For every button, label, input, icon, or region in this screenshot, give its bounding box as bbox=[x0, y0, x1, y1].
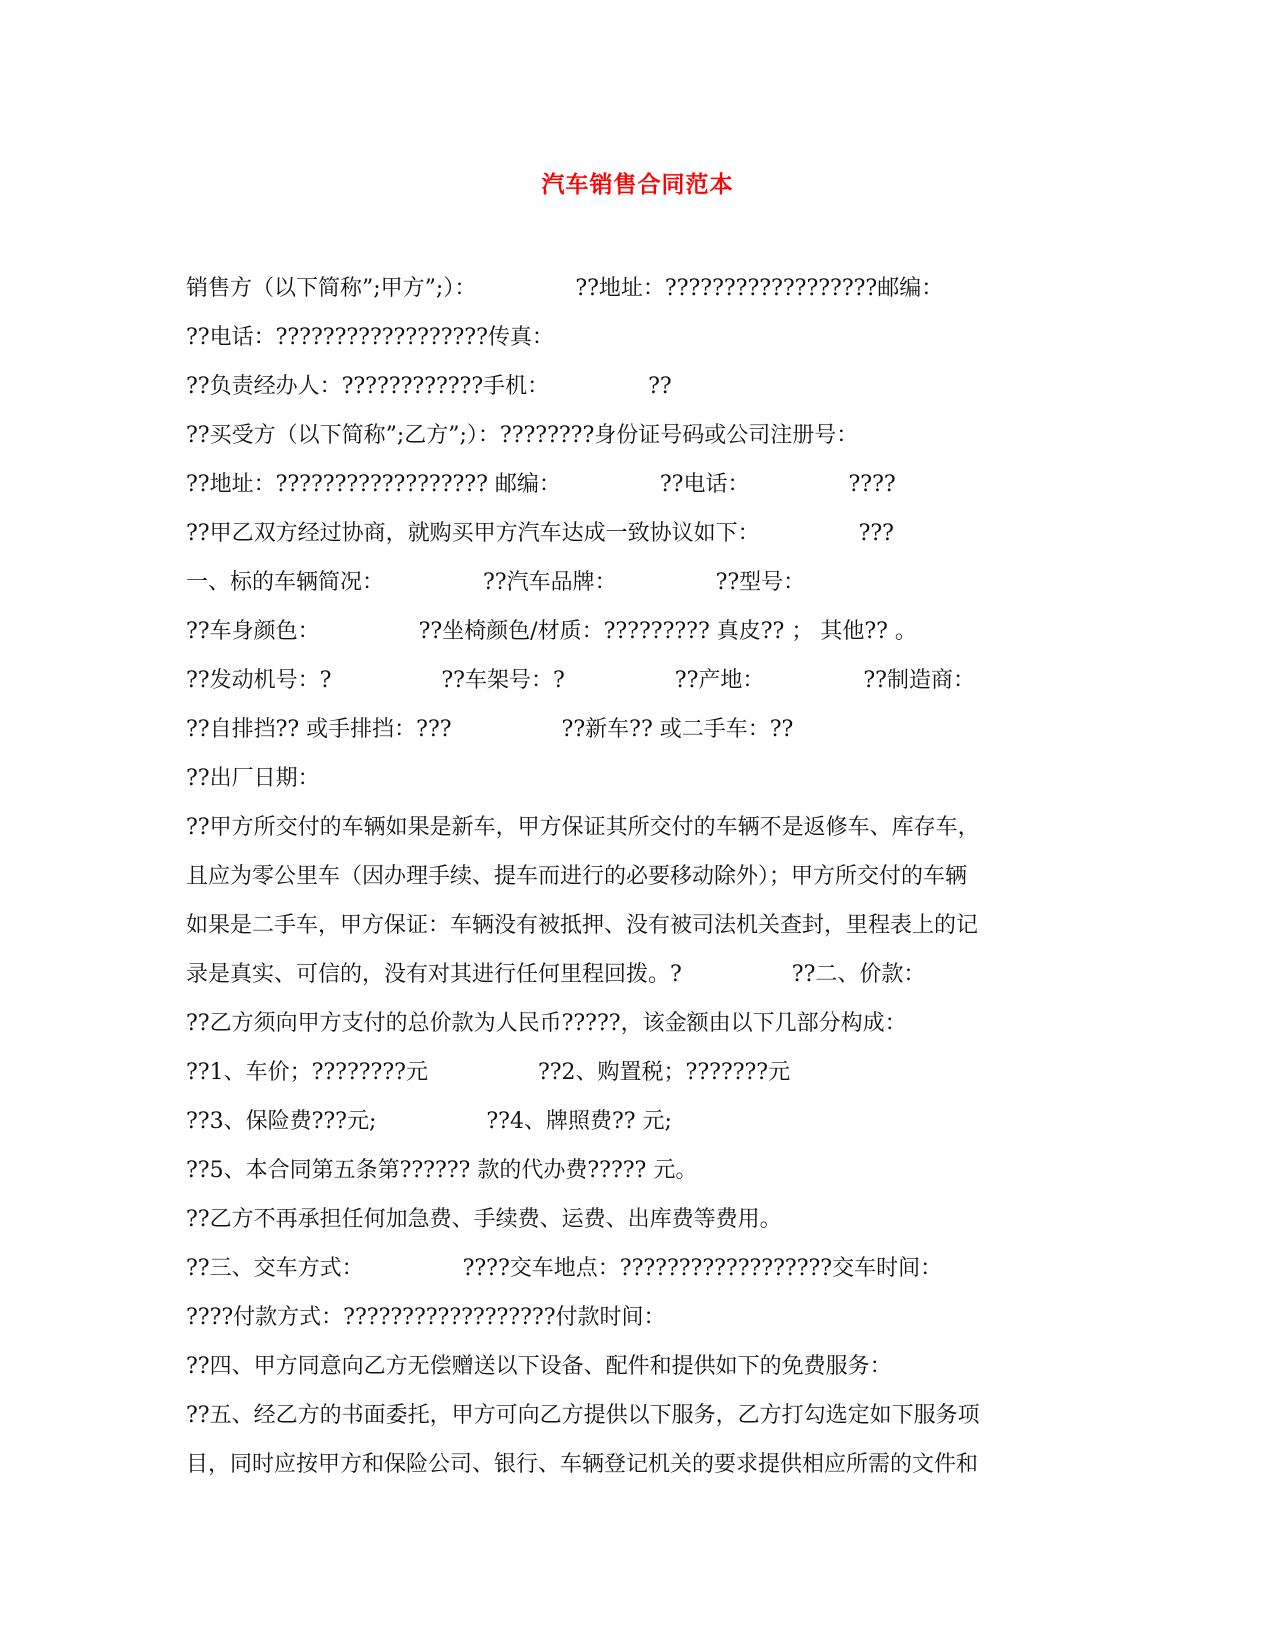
text-line: ??四、甲方同意向乙方无偿赠送以下设备、配件和提供如下的免费服务： bbox=[186, 1354, 892, 1379]
text-line: ??五、经乙方的书面委托，甲方可向乙方提供以下服务，乙方打勾选定如下服务项 bbox=[186, 1403, 980, 1428]
text-line: ??自排挡?? 或手排挡：??? ??新车?? 或二手车：?? bbox=[186, 717, 794, 742]
text-line: ??乙方须向甲方支付的总价款为人民币?????，该金额由以下几部分构成： bbox=[186, 1011, 907, 1036]
text-line: ??三、交车方式： ????交车地点：??????????????????交车时间： bbox=[186, 1256, 943, 1281]
text-line: ??电话：??????????????????传真： bbox=[186, 325, 554, 350]
text-line: 目，同时应按甲方和保险公司、银行、车辆登记机关的要求提供相应所需的文件和 bbox=[186, 1452, 979, 1477]
text-line: ????付款方式：??????????????????付款时间： bbox=[186, 1305, 666, 1330]
text-line: ??5、本合同第五条第?????? 款的代办费????? 元。 bbox=[186, 1158, 698, 1183]
text-line: ??出厂日期： bbox=[186, 766, 320, 791]
document-body bbox=[186, 264, 1086, 1489]
text-line: 销售方（以下简称”;甲方”;）： ??地址：??????????????????邮编： bbox=[186, 276, 944, 301]
text-line: ??车身颜色： ??坐椅颜色/材质：????????? 真皮?? ； 其他?? 。 bbox=[186, 619, 917, 644]
text-line: ??乙方不再承担任何加急费、手续费、运费、出库费等费用。 bbox=[186, 1207, 782, 1232]
text-line: 如果是二手车，甲方保证：车辆没有被抵押、没有被司法机关查封，里程表上的记 bbox=[186, 913, 979, 938]
text-line: ??负责经办人：????????????手机： ?? bbox=[186, 374, 672, 399]
text-line: ??发动机号：? ??车架号：? ??产地： ??制造商： bbox=[186, 668, 975, 693]
text-line: ??1、车价；????????元 ??2、购置税；???????元 bbox=[186, 1060, 791, 1085]
text-line: ??地址：?????????????????? 邮编： ??电话： ???? bbox=[186, 472, 896, 497]
text-line: ??3、保险费???元; ??4、牌照费?? 元; bbox=[186, 1109, 672, 1134]
text-line: 一、标的车辆简况： ??汽车品牌： ??型号： bbox=[186, 570, 806, 595]
text-line: 录是真实、可信的，没有对其进行任何里程回拨。? ??二、价款： bbox=[186, 962, 926, 987]
text-line: ??买受方（以下简称”;乙方”;）：????????身份证号码或公司注册号： bbox=[186, 423, 859, 448]
text-line: ??甲乙双方经过协商，就购买甲方汽车达成一致协议如下： ??? bbox=[186, 521, 894, 546]
text-line: 且应为零公里车（因办理手续、提车而进行的必要移动除外）；甲方所交付的车辆 bbox=[186, 864, 968, 889]
document-title: 汽车销售合同范本 bbox=[541, 171, 734, 198]
text-line: ??甲方所交付的车辆如果是新车，甲方保证其所交付的车辆不是返修车、库存车， bbox=[186, 815, 980, 840]
